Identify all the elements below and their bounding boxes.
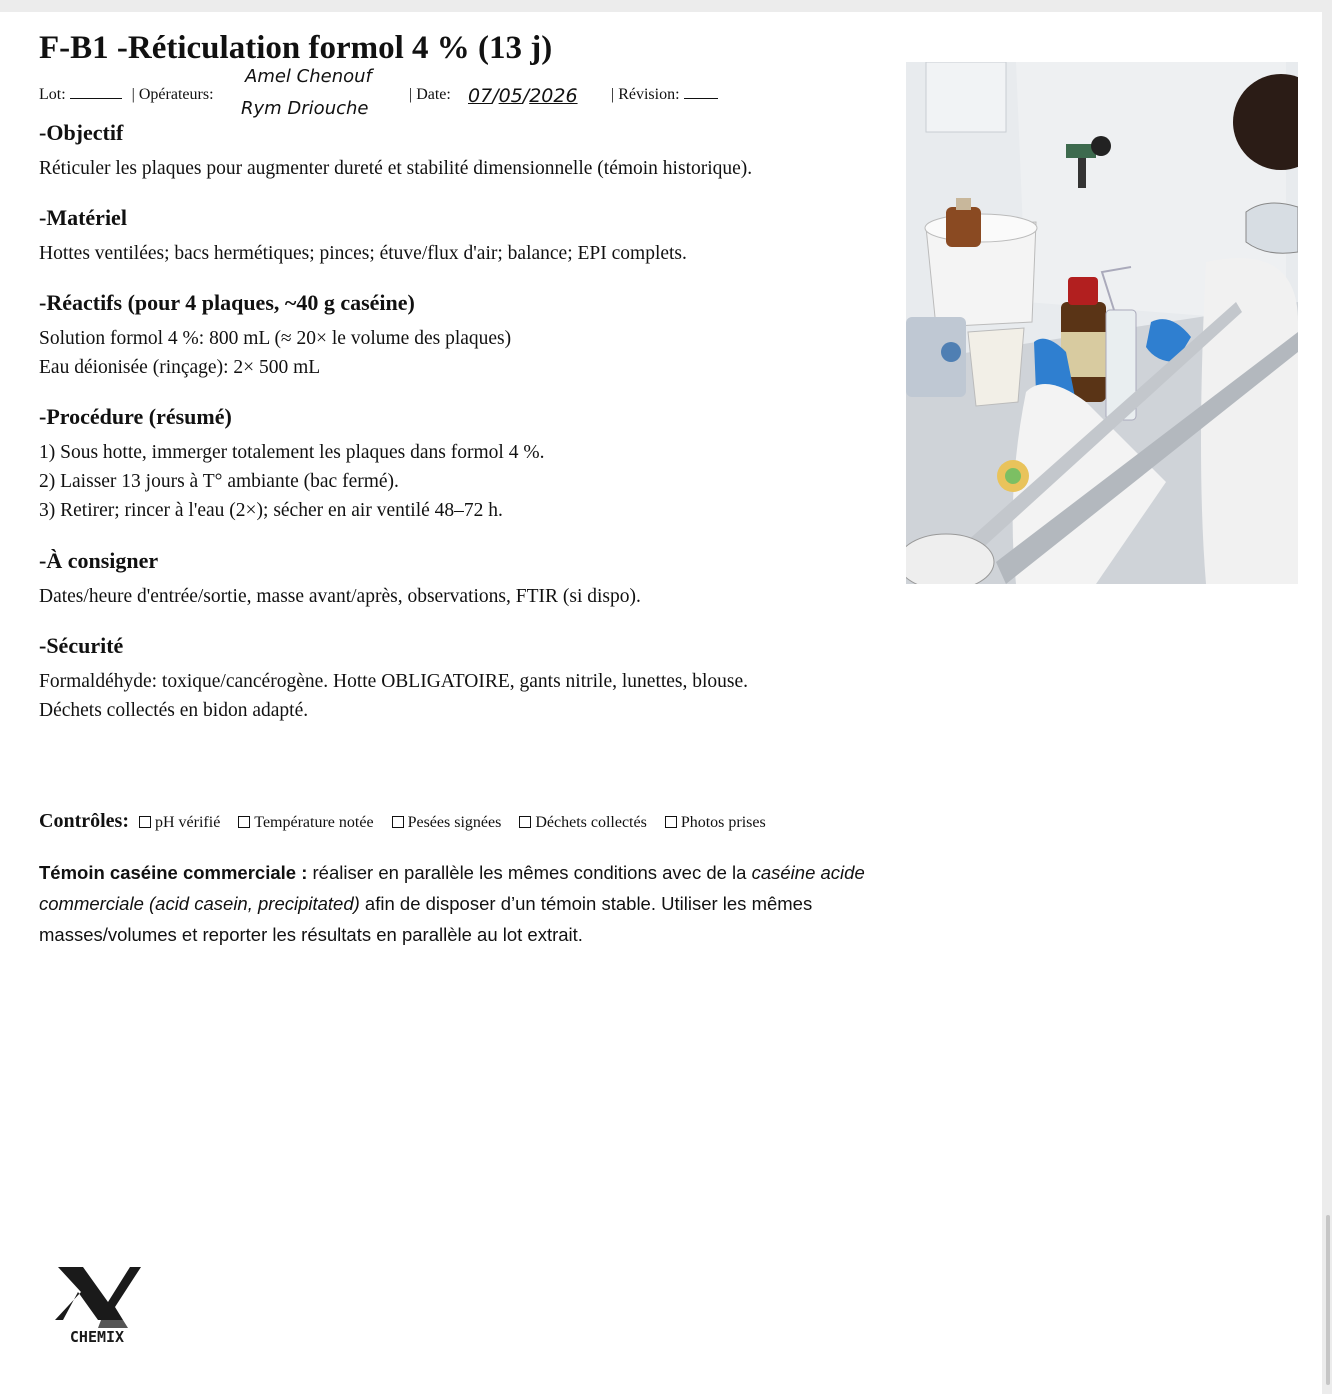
- operator-signature-1: Amel Chenouf: [245, 66, 372, 87]
- checkbox-temperature[interactable]: [238, 816, 250, 828]
- operator-signature-2: Rym Driouche: [241, 98, 369, 119]
- temoin-note: [39, 857, 879, 950]
- date-year: 2026: [529, 85, 578, 107]
- checkbox-ph[interactable]: [139, 816, 151, 828]
- lot-blank: [70, 86, 122, 99]
- section-title-materiel: -Matériel: [39, 205, 127, 230]
- procedure-step-3: 3) Retirer; rincer à l'eau (2×); sécher en air ventilé 48–72 h.: [39, 500, 503, 521]
- document-page: [0, 12, 1322, 1394]
- revision-label: | Révision:: [611, 86, 680, 103]
- reactifs-line-1: Solution formol 4 %: 800 mL (≈ 20× le volume des plaques): [39, 328, 512, 349]
- page-title: F-B1 -Réticulation formol 4 % (13 j): [39, 30, 553, 66]
- lab-photo: [906, 62, 1298, 584]
- objectif-text: Réticuler les plaques pour augmenter dureté et stabilité dimensionnelle (témoin historique).: [39, 158, 753, 179]
- securite-line-1: Formaldéhyde: toxique/cancérogène. Hotte OBLIGATOIRE, gants nitrile, lunettes, blouse.: [39, 671, 749, 692]
- control-item-photos: Photos prises: [680, 814, 766, 831]
- lot-label: Lot:: [39, 86, 66, 103]
- controls-label: Contrôles:: [39, 810, 129, 832]
- section-title-procedure: -Procédure (résumé): [39, 404, 232, 429]
- control-item-pesees: Pesées signées: [407, 814, 502, 831]
- securite-line-2: Déchets collectés en bidon adapté.: [39, 700, 309, 721]
- logo-text: CHEMIX: [69, 1328, 125, 1346]
- checkbox-photos[interactable]: [665, 816, 677, 828]
- materiel-text: Hottes ventilées; bacs hermétiques; pinces; étuve/flux d'air; balance; EPI complets.: [39, 243, 687, 264]
- procedure-step-1: 1) Sous hotte, immerger totalement les plaques dans formol 4 %.: [39, 442, 545, 463]
- scrollbar[interactable]: [1326, 1215, 1330, 1385]
- meta-line: [39, 86, 214, 104]
- date-value: 07/05/2026: [468, 85, 578, 107]
- note-bold: Témoin caséine commerciale :: [39, 862, 308, 883]
- date-label: | Date:: [409, 86, 451, 103]
- note-text-1: réaliser en parallèle les mêmes conditions avec de la: [307, 862, 752, 883]
- procedure-step-2: 2) Laisser 13 jours à T° ambiante (bac fermé).: [39, 471, 399, 492]
- control-item-ph: pH vérifié: [154, 814, 221, 831]
- section-title-securite: -Sécurité: [39, 633, 124, 658]
- note-italic: caséine acide commerciale (acid casein, precipitated): [39, 862, 865, 914]
- section-title-consigner: -À consigner: [39, 548, 159, 573]
- revision-field: [611, 86, 718, 104]
- checkbox-dechets[interactable]: [519, 816, 531, 828]
- control-item-temperature: Température notée: [254, 814, 374, 831]
- chemix-logo: [53, 1262, 143, 1352]
- note-text-2: afin de disposer d’un témoin stable. Utiliser les mêmes masses/volumes et reporter les résultats en parallèle au lot extrait.: [39, 893, 813, 945]
- control-item-dechets: Déchets collectés: [535, 814, 647, 831]
- consigner-text: Dates/heure d'entrée/sortie, masse avant/après, observations, FTIR (si dispo).: [39, 586, 641, 607]
- controls-checklist: [39, 810, 766, 833]
- reactifs-line-2: Eau déionisée (rinçage): 2× 500 mL: [39, 357, 321, 378]
- operators-label: | Opérateurs:: [131, 86, 214, 103]
- revision-blank: [684, 86, 718, 99]
- checkbox-pesees[interactable]: [392, 816, 404, 828]
- section-title-reactifs: -Réactifs (pour 4 plaques, ~40 g caséine): [39, 290, 415, 315]
- date-month: 05: [498, 85, 523, 107]
- date-day: 07: [468, 85, 493, 107]
- section-title-objectif: -Objectif: [39, 120, 124, 145]
